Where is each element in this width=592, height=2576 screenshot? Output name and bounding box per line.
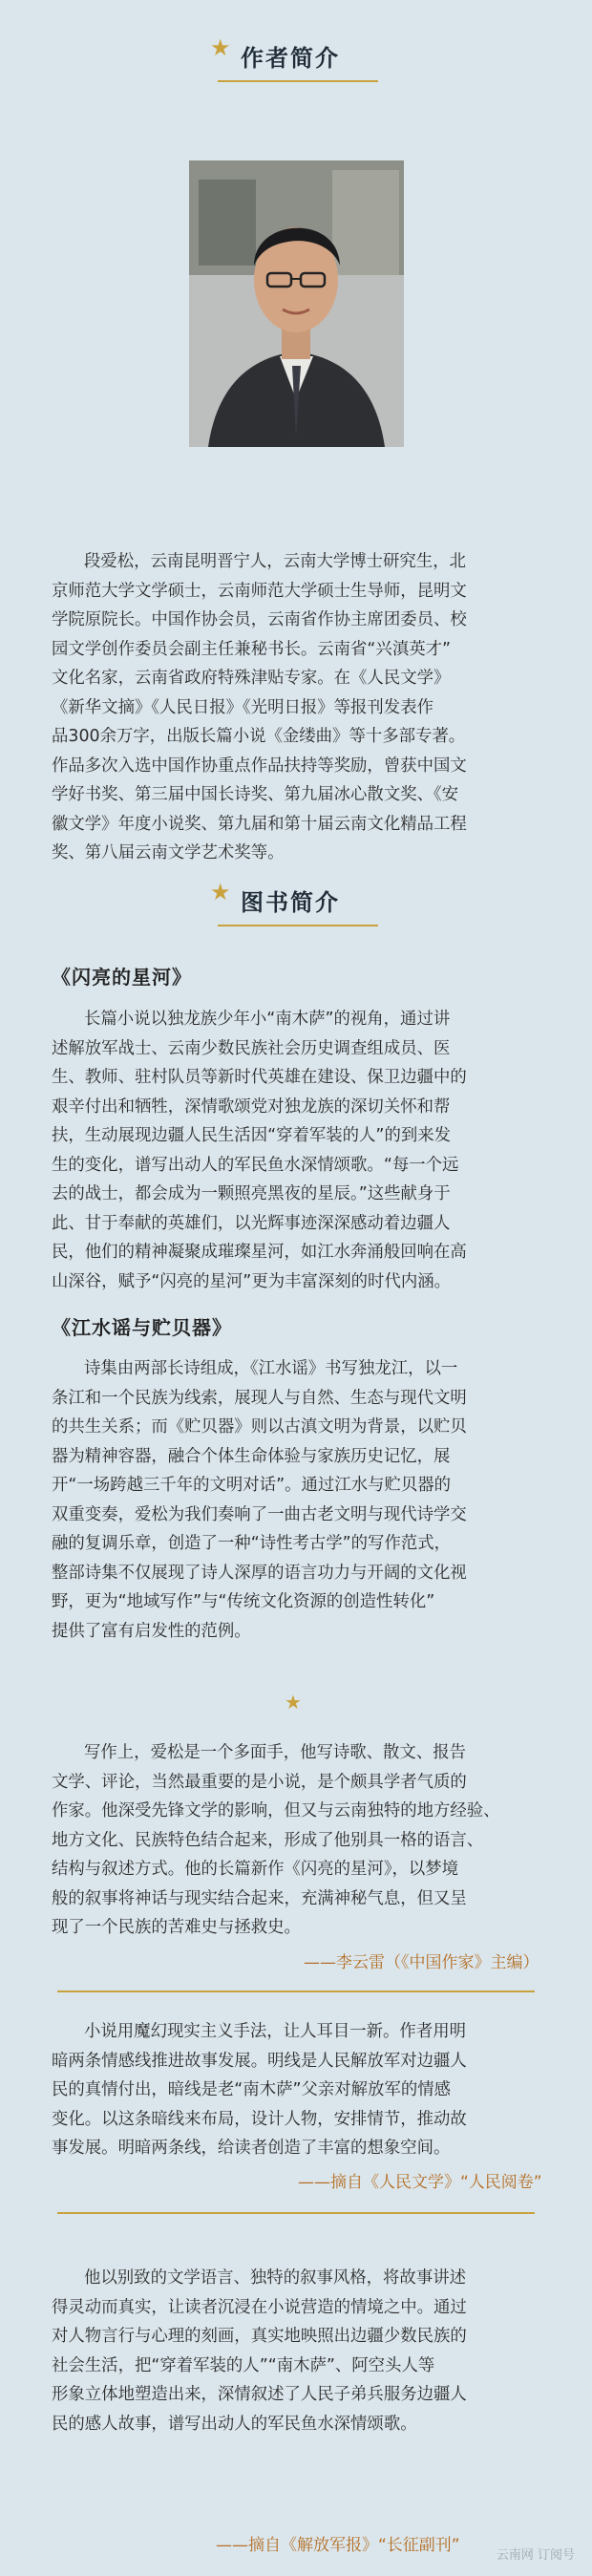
review2-line: 变化。以这条暗线来布局，设计人物，安排情节，推动故 bbox=[52, 2109, 467, 2129]
section-underline bbox=[218, 80, 378, 82]
book2-line: 的共生关系；而《贮贝器》则以古滇文明为背景，以贮贝 bbox=[52, 1417, 467, 1437]
book1-line: 艰辛付出和牺牲，深情歌颂党对独龙族的深切关怀和帮 bbox=[52, 1096, 451, 1117]
bio-line: 段爱松，云南昆明晋宁人，云南大学博士研究生，北 bbox=[84, 552, 466, 571]
book1-line: 生的变化，谱写出动人的军民鱼水深情颂歌。“每一个远 bbox=[52, 1155, 459, 1175]
author-portrait bbox=[189, 160, 404, 447]
author-section-header bbox=[0, 0, 592, 96]
book1-line: 山深谷，赋予“闪亮的星河”更为丰富深刻的时代内涵。 bbox=[52, 1271, 452, 1291]
review1-line: 般的叙事将神话与现实结合起来，充满神秘气息，但又呈 bbox=[52, 1888, 467, 1908]
review-1 bbox=[52, 1738, 548, 1943]
book2-line: 条江和一个民族为线索，展现人与自然、生态与现代文明 bbox=[52, 1388, 467, 1408]
author-bio bbox=[52, 547, 548, 868]
books-section-header bbox=[0, 852, 592, 947]
review2-line: 事发展。明暗两条线，给读者创造了丰富的想象空间。 bbox=[52, 2139, 451, 2158]
bio-line: 园文学创作委员会副主任兼秘书长。云南省“兴滇英才” bbox=[52, 639, 452, 659]
review2-line: 民的真情付出，暗线是老“南木萨”父亲对解放军的情感 bbox=[52, 2080, 452, 2099]
book2-line: 整部诗集不仅展现了诗人深厚的语言功力与开阔的文化视 bbox=[52, 1563, 467, 1583]
review1-line: 地方文化、民族特色结合起来，形成了他别具一格的语言、 bbox=[52, 1830, 484, 1850]
book1-line: 述解放军战士、云南少数民族社会历史调查组成员、医 bbox=[52, 1038, 451, 1058]
watermark: 云南网 订阅号 bbox=[496, 2548, 575, 2563]
review2-line: 小说用魔幻现实主义手法，让人耳目一新。作者用明 bbox=[84, 2022, 466, 2041]
bio-line: 学院原院长。中国作协会员，云南省作协主席团委员、校 bbox=[52, 610, 467, 629]
review1-line: 结构与叙述方式。他的长篇新作《闪亮的星河》，以梦境 bbox=[52, 1860, 459, 1879]
book1-line: 生、教师、驻村队员等新时代英雄在建设、保卫边疆中的 bbox=[52, 1068, 467, 1087]
section-underline bbox=[218, 925, 378, 926]
review3-line: 他以别致的文学语言、独特的叙事风格，将故事讲述 bbox=[84, 2268, 466, 2288]
bio-line: 徽文学》年度小说奖、第九届和第十届云南文化精品工程 bbox=[52, 814, 467, 834]
book1-line: 民，他们的精神凝聚成璀璨星河，如江水奔涌般回响在高 bbox=[52, 1243, 467, 1262]
star-icon: ★ bbox=[285, 1691, 302, 1714]
review-2-source: ——摘自《人民文学》“人民阅卷” bbox=[298, 2173, 542, 2192]
book1-line: 去的战士，都会成为一颗照亮黑夜的星辰。”这些献身于 bbox=[52, 1184, 451, 1203]
review1-line: 写作上，爱松是一个多面手，他写诗歌、散文、报告 bbox=[84, 1743, 466, 1762]
book2-line: 提供了富有启发性的范例。 bbox=[52, 1621, 251, 1641]
bio-line: 京师范大学文学硕士，云南师范大学硕士生导师，昆明文 bbox=[52, 581, 467, 601]
book2-line: 融的复调乐章，创造了一种“诗性考古学”的写作范式， bbox=[52, 1534, 452, 1553]
book2-line: 双重变奏，爱松为我们奏响了一曲古老文明与现代诗学交 bbox=[52, 1504, 467, 1524]
book1-line: 长篇小说以独龙族少年小“南木萨”的视角，通过讲 bbox=[84, 1010, 451, 1029]
star-icon: ★ bbox=[210, 879, 231, 905]
bio-line: 奖、第八届云南文学艺术奖等。 bbox=[52, 843, 285, 862]
review1-line: 现了一个民族的苦难史与拯救史。 bbox=[52, 1918, 301, 1937]
book2-line: 野，更为“地域写作”与“传统文化资源的创造性转化” bbox=[52, 1592, 435, 1611]
review3-line: 社会生活，把“穿着军装的人”“南木萨”、阿空头人等 bbox=[52, 2355, 435, 2375]
bio-line: 文化名家，云南省政府特殊津贴专家。在《人民文学》 bbox=[52, 669, 451, 688]
review1-line: 作家。他深受先锋文学的影响，但又与云南独特的地方经验、 bbox=[52, 1801, 500, 1820]
section-title-author: 作者简介 bbox=[241, 44, 340, 72]
divider bbox=[57, 2212, 535, 2214]
review1-line: 文学、评论，当然最重要的是小说，是个颇具学者气质的 bbox=[52, 1772, 467, 1792]
bio-line: 《新华文摘》《人民日报》《光明日报》等报刊发表作 bbox=[52, 697, 433, 717]
bio-line: 品300余万字，出版长篇小说《金缕曲》等十多部专著。 bbox=[52, 727, 466, 746]
review3-line: 形象立体地塑造出来，深情叙述了人民子弟兵服务边疆人 bbox=[52, 2385, 467, 2404]
review3-line: 对人物言行与心理的刻画，真实地映照出边疆少数民族的 bbox=[52, 2327, 467, 2346]
review2-line: 暗两条情感线推进故事发展。明线是人民解放军对边疆人 bbox=[52, 2051, 467, 2071]
review-1-source: ——李云雷（《中国作家》主编） bbox=[304, 1953, 539, 1972]
review3-line: 民的感人故事，谱写出动人的军民鱼水深情颂歌。 bbox=[52, 2414, 417, 2434]
bio-line: 学好书奖、第三届中国长诗奖、第九届冰心散文奖、《安 bbox=[52, 785, 459, 804]
book-title-1: 《闪亮的星河》 bbox=[52, 966, 192, 989]
section-title-books: 图书简介 bbox=[241, 888, 340, 916]
book-2-description bbox=[52, 1354, 548, 1646]
divider bbox=[57, 1991, 535, 1992]
review-3-source: ——摘自《解放军报》“长征副刊” bbox=[216, 2536, 460, 2555]
book1-line: 此、甘于奉献的英雄们，以光辉事迹深深感动着边疆人 bbox=[52, 1213, 451, 1233]
bio-line: 作品多次入选中国作协重点作品扶持等奖励，曾获中国文 bbox=[52, 756, 467, 776]
star-icon: ★ bbox=[210, 34, 231, 61]
book2-line: 器为精神容器，融合个体生命体验与家族历史记忆，展 bbox=[52, 1446, 451, 1466]
book2-line: 开“一场跨越三千年的文明对话”。通过江水与贮贝器的 bbox=[52, 1476, 452, 1495]
review-3 bbox=[52, 2264, 548, 2438]
book-title-2: 《江水谣与贮贝器》 bbox=[52, 1316, 232, 1339]
review3-line: 得灵动而真实，让读者沉浸在小说营造的情境之中。通过 bbox=[52, 2297, 467, 2317]
review-2 bbox=[52, 2017, 548, 2163]
book1-line: 扶，生动展现边疆人民生活因“穿着军装的人”的到来发 bbox=[52, 1126, 452, 1145]
book-1-description bbox=[52, 1005, 548, 1296]
book2-line: 诗集由两部长诗组成，《江水谣》书写独龙江，以一 bbox=[84, 1359, 458, 1378]
